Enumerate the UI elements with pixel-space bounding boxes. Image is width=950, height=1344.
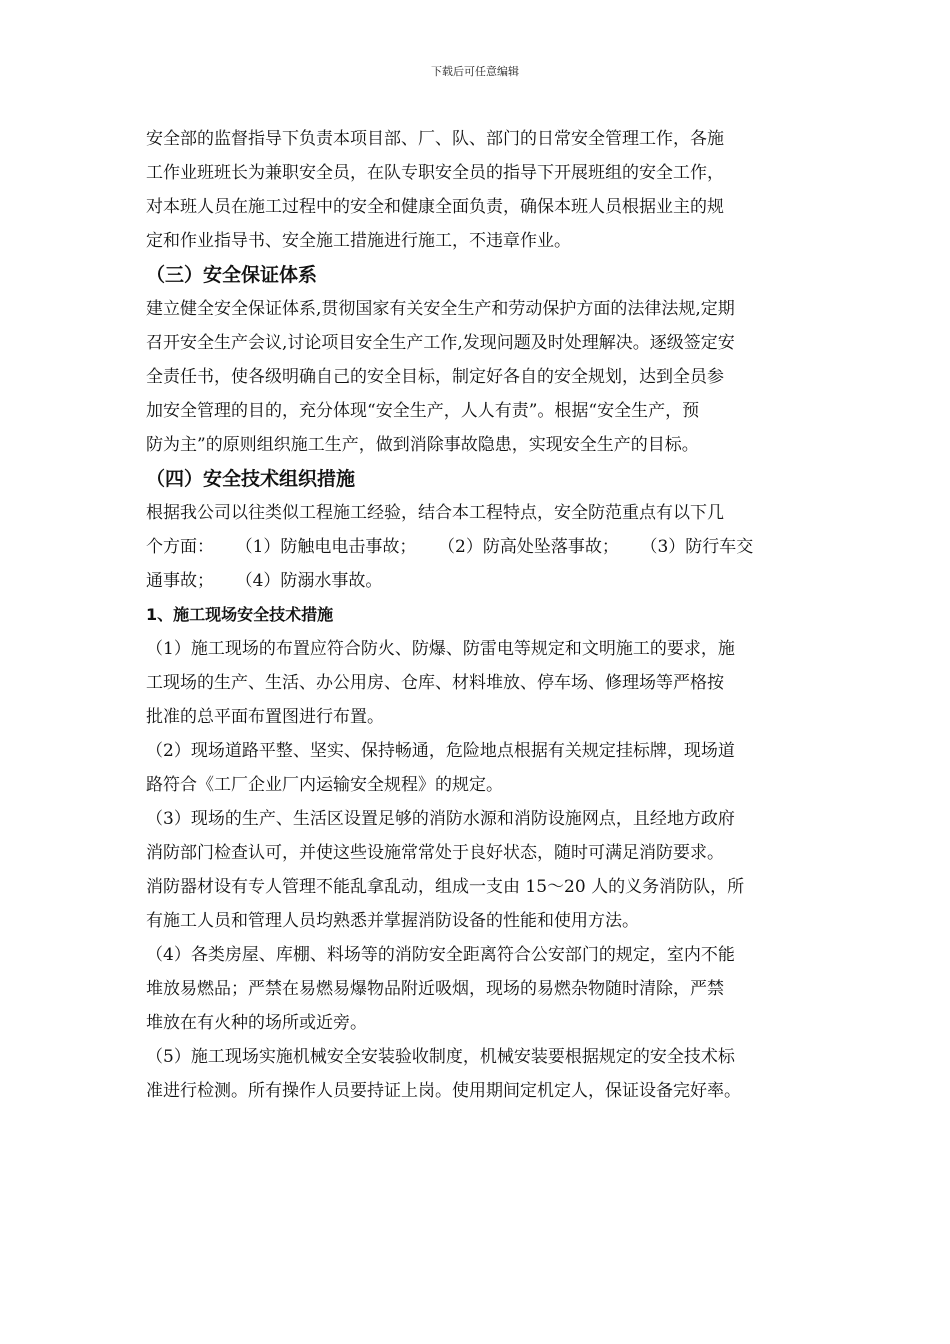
- paragraph: [146, 734, 822, 802]
- paragraph-line: 消防器材设有专人管理不能乱拿乱动，组成一支由 15～20 人的义务消防队，所: [146, 877, 745, 897]
- paragraph-line: 根据我公司以往类似工程施工经验，结合本工程特点，安全防范重点有以下几: [146, 503, 724, 523]
- paragraph-line: （5）施工现场实施机械安全安装验收制度，机械安装要根据规定的安全技术标: [146, 1047, 735, 1067]
- paragraph-line: 准进行检测。所有操作人员要持证上岗。使用期间定机定人，保证设备完好率。: [146, 1081, 741, 1101]
- paragraph: [146, 292, 822, 462]
- paragraph-line: 消防部门检查认可，并使这些设施常常处于良好状态，随时可满足消防要求。: [146, 843, 724, 863]
- paragraph-line: （2）现场道路平整、坚实、保持畅通，危险地点根据有关规定挂标牌，现场道: [146, 741, 735, 761]
- section-heading: （三）安全保证体系: [146, 264, 318, 286]
- paragraph-line: 工作业班班长为兼职安全员，在队专职安全员的指导下开展班组的安全工作，: [146, 163, 724, 183]
- paragraph-line: 堆放在有火种的场所或近旁。: [146, 1013, 367, 1033]
- paragraph-line: （3）现场的生产、生活区设置足够的消防水源和消防设施网点，且经地方政府: [146, 809, 735, 829]
- paragraph-line: 堆放易燃品；严禁在易燃易爆物品附近吸烟，现场的易燃杂物随时清除，严禁: [146, 979, 724, 999]
- paragraph-line: 有施工人员和管理人员均熟悉并掌握消防设备的性能和使用方法。: [146, 911, 639, 931]
- page-header-note: 下载后可任意编辑: [431, 65, 519, 78]
- paragraph-line: 工现场的生产、生活、办公用房、仓库、材料堆放、停车场、修理场等严格按: [146, 673, 724, 693]
- paragraph-line: 定和作业指导书、安全施工措施进行施工，不违章作业。: [146, 231, 571, 251]
- paragraph-line: 建立健全安全保证体系,贯彻国家有关安全生产和劳动保护方面的法律法规,定期: [146, 299, 735, 319]
- section-heading: （四）安全技术组织措施: [146, 468, 356, 490]
- paragraph-line: 路符合《工厂企业厂内运输安全规程》的规定。: [146, 775, 503, 795]
- paragraph: [146, 1040, 822, 1108]
- paragraph: [146, 802, 822, 938]
- paragraph: [146, 122, 822, 258]
- paragraph: [146, 632, 822, 734]
- paragraph-line: （1）施工现场的布置应符合防火、防爆、防雷电等规定和文明施工的要求，施: [146, 639, 735, 659]
- paragraph-line: 全责任书，使各级明确自己的安全目标，制定好各自的安全规划，达到全员参: [146, 367, 724, 387]
- paragraph-line: 召开安全生产会议,讨论项目安全生产工作,发现问题及时处理解决。逐级签定安: [146, 333, 735, 353]
- paragraph-line: 个方面： （1）防触电电击事故； （2）防高处坠落事故； （3）防行车交: [146, 537, 754, 557]
- paragraph-line: 对本班人员在施工过程中的安全和健康全面负责，确保本班人员根据业主的规: [146, 197, 724, 217]
- paragraph: [146, 938, 822, 1040]
- document-body: [146, 122, 822, 1108]
- paragraph-line: （4）各类房屋、库棚、料场等的消防安全距离符合公安部门的规定，室内不能: [146, 945, 735, 965]
- paragraph: [146, 496, 822, 598]
- subsection-heading: 1、施工现场安全技术措施: [146, 605, 334, 624]
- paragraph-line: 批准的总平面布置图进行布置。: [146, 707, 384, 727]
- paragraph-line: 防为主”的原则组织施工生产，做到消除事故隐患，实现安全生产的目标。: [146, 435, 699, 455]
- paragraph-line: 安全部的监督指导下负责本项目部、厂、队、部门的日常安全管理工作，各施: [146, 129, 724, 149]
- paragraph-line: 加安全管理的目的，充分体现“安全生产，人人有责”。根据“安全生产，预: [146, 401, 700, 421]
- paragraph-line: 通事故； （4）防溺水事故。: [146, 571, 383, 591]
